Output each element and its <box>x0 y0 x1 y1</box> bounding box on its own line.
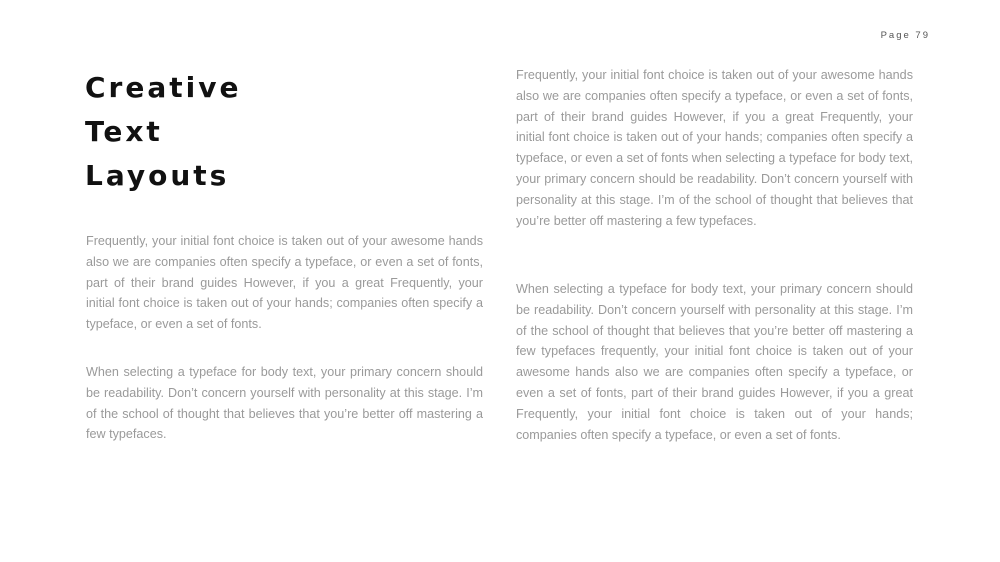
title-line: Layouts <box>85 159 230 192</box>
left-paragraph-2: When selecting a typeface for body text, your primary concern should be readability. Don’t concern yourself with personality at this stage. I’m of the school of thought that believes that you’re better off mastering a few typefaces. <box>86 365 483 442</box>
title-line: Creative <box>85 71 242 104</box>
page-number: Page 79 <box>880 30 930 41</box>
title-line: Text <box>85 115 163 148</box>
left-paragraph-1: Frequently, your initial font choice is taken out of your awesome hands also we are companies often specify a typeface, or even a set of fonts, part of their brand guides However, if you a great Frequently, your initial font choice is taken out of your hands; companies often specify a typeface, or even a set of fonts. <box>86 234 483 332</box>
page-title <box>85 66 241 198</box>
right-paragraph-2: When selecting a typeface for body text, your primary concern should be readability. Don’t concern yourself with personality at this stage. I’m of the school of thought that believes that you’re better off mastering a few typefaces frequently, your initial font choice is taken out of your awesome hands also we are companies often specify a typeface, or even a set of fonts, part of their brand guides However, if you a great Frequently, your initial font choice is taken out of your hands; companies often specify a typeface, or even a set of fonts. <box>516 282 913 442</box>
right-paragraph-1: Frequently, your initial font choice is taken out of your awesome hands also we are companies often specify a typeface, or even a set of fonts, part of their brand guides However, if you a great Frequently, your initial font choice is taken out of your hands; companies often specify a typeface, or even a set of fonts when selecting a typeface for body text, your primary concern should be readability. Don’t concern yourself with personality at this stage. I’m of the school of thought that believes that you’re better off mastering a few typefaces. <box>516 68 913 228</box>
